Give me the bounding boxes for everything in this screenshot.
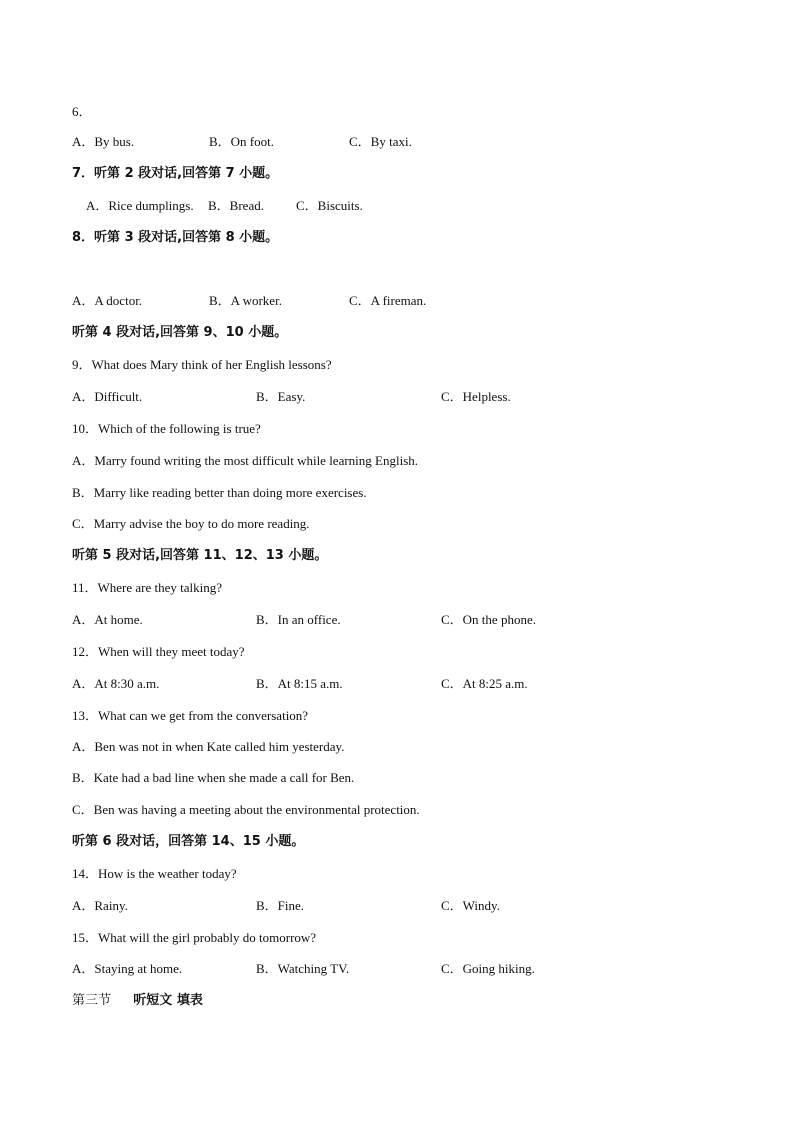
q7-options bbox=[86, 198, 766, 214]
q13-option-c: C．Ben was having a meeting about the environmental protection. bbox=[72, 802, 420, 817]
q11-question: 11．Where are they talking? bbox=[72, 580, 223, 595]
q12-options bbox=[72, 676, 752, 692]
q9-option-a: A．Difficult. bbox=[72, 389, 143, 404]
section3-label: 第三节 bbox=[72, 993, 112, 1008]
q8-option-c: C．A fireman. bbox=[349, 293, 427, 308]
q12-option-c: C．At 8:25 a.m. bbox=[441, 676, 528, 691]
q12-option-a: A．At 8:30 a.m. bbox=[72, 676, 160, 691]
q11-option-a: A．At home. bbox=[72, 612, 143, 627]
q9-options bbox=[72, 389, 752, 405]
q11-options bbox=[72, 612, 752, 628]
q14-option-c: C．Windy. bbox=[441, 898, 500, 913]
q11-option-c: C．On the phone. bbox=[441, 612, 536, 627]
q9-option-b: B．Easy. bbox=[256, 389, 306, 404]
q14-option-a: A．Rainy. bbox=[72, 898, 128, 913]
q15-option-b: B．Watching TV. bbox=[256, 961, 350, 976]
q8-options bbox=[72, 293, 752, 309]
q7-heading: 7．听第 2 段对话,回答第 7 小题。 bbox=[72, 166, 279, 181]
q6-options bbox=[72, 134, 752, 150]
q15-option-a: A．Staying at home. bbox=[72, 961, 183, 976]
q6-number: 6． bbox=[72, 104, 92, 119]
q8-option-b: B．A worker. bbox=[209, 293, 282, 308]
q6-option-c: C．By taxi. bbox=[349, 134, 412, 149]
q10-option-c: C．Marry advise the boy to do more reading. bbox=[72, 516, 310, 531]
section5-heading: 听第 5 段对话,回答第 11、12、13 小题。 bbox=[72, 548, 328, 563]
q13-option-b: B．Kate had a bad line when she made a call for Ben. bbox=[72, 770, 355, 785]
q14-question: 14．How is the weather today? bbox=[72, 866, 237, 881]
q12-question: 12．When will they meet today? bbox=[72, 644, 245, 659]
section4-heading: 听第 4 段对话,回答第 9、10 小题。 bbox=[72, 325, 288, 340]
section6-heading: 听第 6 段对话，回答第 14、15 小题。 bbox=[72, 834, 305, 849]
q7-option-a: A．Rice dumplings. bbox=[86, 198, 194, 213]
q15-options bbox=[72, 961, 752, 977]
q7-option-b: B．Bread. bbox=[208, 198, 264, 213]
q7-option-c: C．Biscuits. bbox=[296, 198, 363, 213]
q13-option-a: A．Ben was not in when Kate called him yesterday. bbox=[72, 739, 345, 754]
section3-title: 听短文 填表 bbox=[133, 993, 203, 1008]
q15-option-c: C．Going hiking. bbox=[441, 961, 535, 976]
q8-option-a: A．A doctor. bbox=[72, 293, 143, 308]
q12-option-b: B．At 8:15 a.m. bbox=[256, 676, 343, 691]
q15-question: 15．What will the girl probably do tomorrow? bbox=[72, 930, 317, 945]
q6-option-a: A．By bus. bbox=[72, 134, 135, 149]
q10-option-a: A．Marry found writing the most difficult while learning English. bbox=[72, 453, 419, 468]
q9-option-c: C．Helpless. bbox=[441, 389, 511, 404]
q11-option-b: B．In an office. bbox=[256, 612, 341, 627]
q14-option-b: B．Fine. bbox=[256, 898, 305, 913]
q9-question: 9．What does Mary think of her English lessons? bbox=[72, 357, 332, 372]
q6-option-b: B．On foot. bbox=[209, 134, 275, 149]
q13-question: 13．What can we get from the conversation? bbox=[72, 708, 309, 723]
q8-heading: 8．听第 3 段对话,回答第 8 小题。 bbox=[72, 230, 279, 245]
q10-question: 10．Which of the following is true? bbox=[72, 421, 261, 436]
q10-option-b: B．Marry like reading better than doing more exercises. bbox=[72, 485, 367, 500]
section3-heading bbox=[72, 993, 203, 1009]
q14-options bbox=[72, 898, 752, 914]
